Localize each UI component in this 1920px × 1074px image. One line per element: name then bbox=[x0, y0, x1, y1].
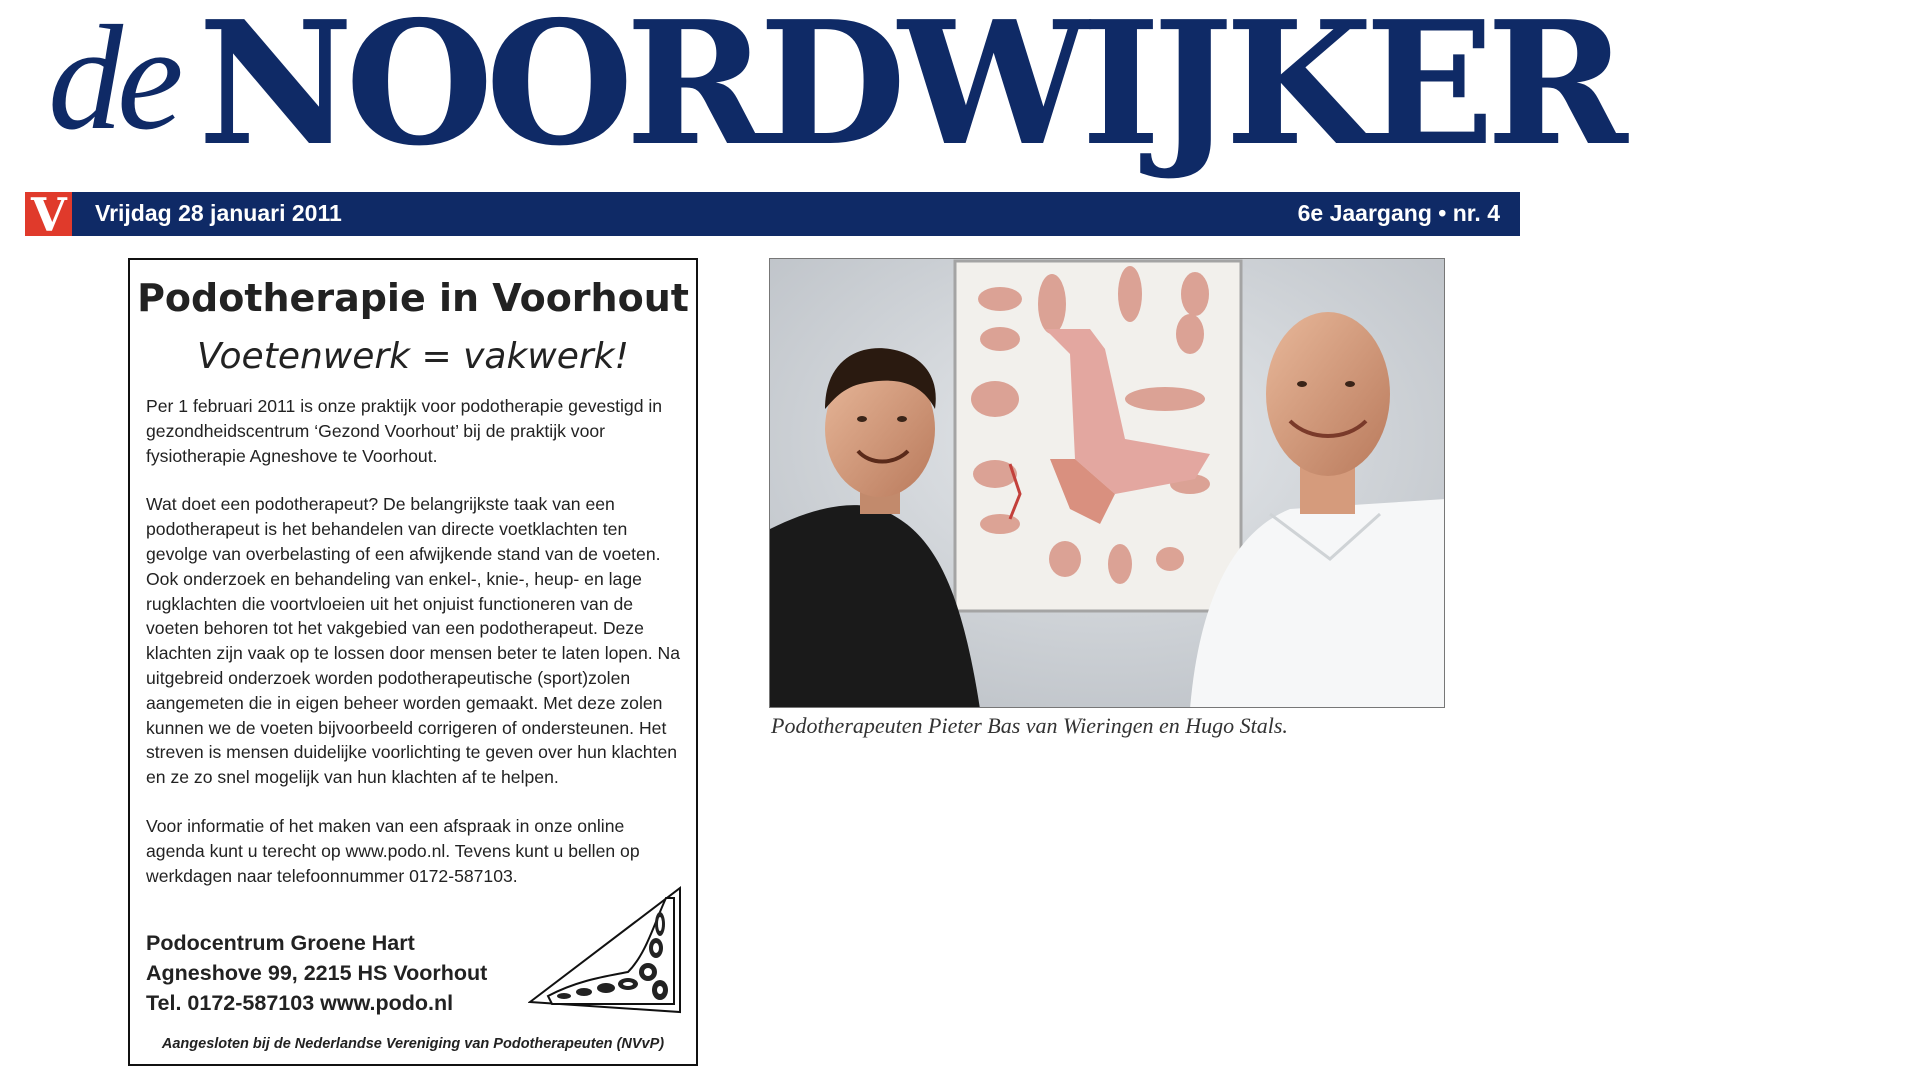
photo-illustration bbox=[770, 259, 1445, 708]
ad-body bbox=[146, 394, 682, 912]
ad-paragraph: Per 1 februari 2011 is onze praktijk voor podotherapie gevestigd in gezondheidscentrum ‘Gezond Voorhout’ bij de praktijk voor fysiotherapie Agneshove te Voorhout. bbox=[146, 396, 663, 466]
ad-title: Podotherapie in Voorhout bbox=[137, 276, 689, 320]
photo-caption: Podotherapeuten Pieter Bas van Wieringen en Hugo Stals. bbox=[771, 713, 1288, 738]
advertisement bbox=[128, 258, 698, 1066]
ad-paragraph: Wat doet een podotherapeut? De belangrijkste taak van een podotherapeut is het behandelen van directe voetklachten ten gevolge van overbelasting of een afwijkende stand van de voeten. Ook onderzoek en behandeling van enkel-, knie-, heup- en lage rugklachten die voortvloeien uit het onjuist functioneren van de voeten behoren tot het vakgebied van een podotherapeut. Deze klachten zijn vaak op te lossen door mensen beter te laten lopen. Na uitgebreid onderzoek worden podotherapeutische (sport)zolen aangemeten die in eigen beheer worden gemaakt. Met deze zolen kunnen we de voeten bijvoorbeeld corrigeren of ondersteunen. Het streven is mensen duidelijke voorlichting te geven over hun klachten en ze zo snel mogelijk van hun klachten af te helpen. bbox=[146, 494, 681, 788]
masthead bbox=[48, 0, 1620, 190]
contact-phone-web: Tel. 0172-587103 www.podo.nl bbox=[146, 991, 454, 1015]
masthead-title: NOORDWIJKER bbox=[198, 0, 1620, 184]
ad-footer: Aangesloten bij de Nederlandse Vereniging van Podotherapeuten (NVvP) bbox=[161, 1036, 665, 1052]
masthead-prefix: de bbox=[48, 0, 178, 161]
ad-contact bbox=[146, 928, 487, 1018]
contact-name: Podocentrum Groene Hart bbox=[146, 931, 415, 955]
ad-subtitle: Voetenwerk = vakwerk! bbox=[197, 336, 629, 377]
logo-letter: V bbox=[31, 188, 67, 242]
foot-skeleton-logo bbox=[528, 884, 684, 1016]
issue-date: Vrijdag 28 januari 2011 bbox=[95, 200, 342, 226]
issue-number: 6e Jaargang • nr. 4 bbox=[1297, 200, 1500, 226]
contact-address: Agneshove 99, 2215 HS Voorhout bbox=[146, 961, 488, 985]
header-bar bbox=[25, 192, 1520, 236]
article-photo bbox=[769, 258, 1445, 708]
publisher-logo bbox=[25, 188, 72, 242]
ad-paragraph: Voor informatie of het maken van een afspraak in onze online agenda kunt u terecht op www.podo.nl. Tevens kunt u bellen op werkdagen naar telefoonnummer 0172-587103. bbox=[146, 815, 640, 886]
